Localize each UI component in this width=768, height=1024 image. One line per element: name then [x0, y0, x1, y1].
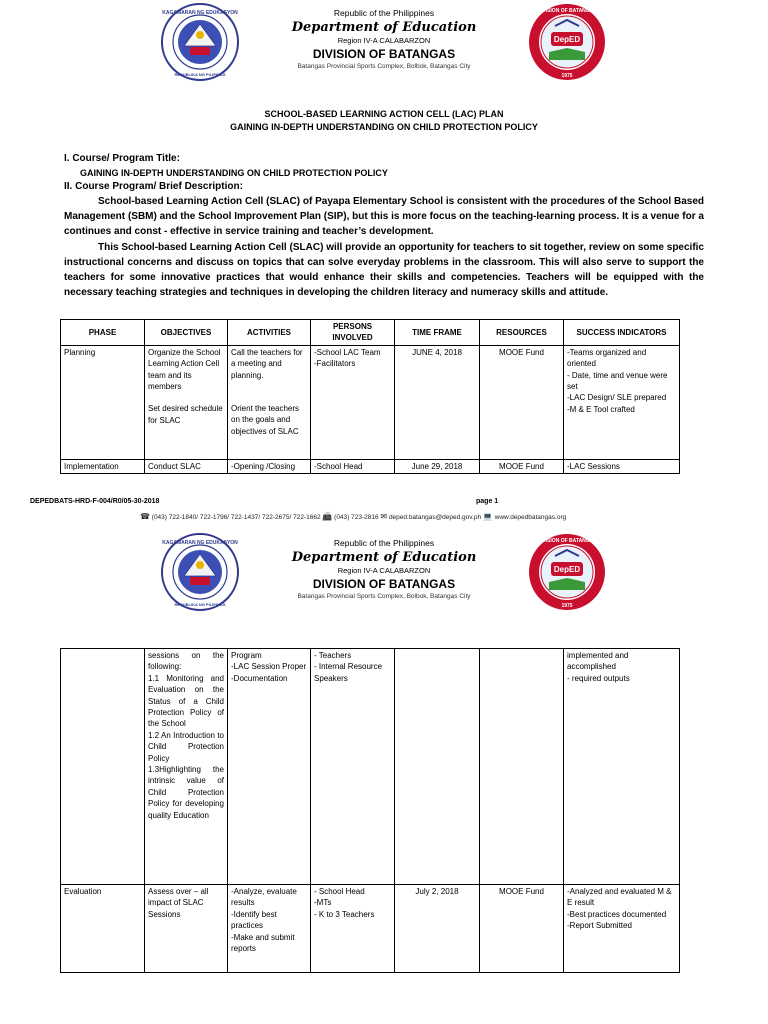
cell-activities: Program -LAC Session Proper -Documentation	[228, 649, 311, 885]
seal-right-logo-text: DepED	[553, 565, 581, 574]
cell-persons: -School LAC Team -Facilitators	[311, 345, 395, 459]
cell-time-frame: JUNE 4, 2018	[395, 345, 480, 459]
footer-code: DEPEDBATS-HRD-F-004/R0/05-30-2018	[30, 498, 160, 505]
cell-indicators: -Analyzed and evaluated M & E result -Best practices documented -Report Submitted	[564, 885, 680, 973]
doc-title	[0, 108, 768, 134]
cell-time-frame	[395, 649, 480, 885]
cell-activities: -Opening /Closing	[228, 459, 311, 473]
header-persons: PERSONS INVOLVED	[311, 320, 395, 346]
seal-right-text: DIVISION OF BATANGAS	[537, 538, 597, 544]
republic-line: Republic of the Philippines	[333, 538, 435, 548]
footer-page: page 1	[476, 498, 499, 505]
seal-right-year: 1975	[561, 73, 573, 79]
header-time-frame: TIME FRAME	[395, 320, 480, 346]
cell-objectives	[145, 345, 228, 459]
cell-resources: MOOE Fund	[480, 459, 564, 473]
cell-persons: - Teachers - Internal Resource Speakers	[311, 649, 395, 885]
footer-contact	[140, 512, 566, 521]
email-icon: ✉	[380, 512, 388, 521]
letterhead-text	[240, 538, 528, 602]
cell-phase	[61, 649, 145, 885]
footer-web[interactable]: www.depedbatangas.org	[494, 514, 567, 521]
table-row	[61, 885, 680, 973]
cell-activities: -Analyze, evaluate results -Identify best practices -Make and submit reports	[228, 885, 311, 973]
division-seal-right-icon	[527, 532, 607, 612]
seal-left-text-top: KAGAWARAN NG EDUKASYON	[162, 10, 238, 16]
web-icon: 💻	[482, 512, 493, 521]
planning-activity-2: Orient the teachers on the goals and objectives of SLAC	[231, 404, 300, 436]
course-label: I. Course/ Program Title:	[64, 153, 180, 164]
region-line: Region IV-A CALABARZON	[337, 36, 431, 45]
cell-resources: MOOE Fund	[480, 345, 564, 459]
seal-left-text-top: KAGAWARAN NG EDUKASYON	[162, 540, 238, 546]
letterhead	[0, 0, 768, 90]
phone-icon: ☎	[140, 512, 150, 521]
footer-phone: (043) 722-1840/ 722-1796/ 722-1437/ 722-2675/ 722-1662	[151, 514, 321, 521]
cell-objectives: sessions on the following: 1.1 Monitoring and Evaluation on the Status of a Child Protection Policy of the School 1.2 An Introduction to Child Protection Policy 1.3Highlighting the intrinsic value of Child Protection Policy for developing quality Education	[145, 649, 228, 885]
description-paragraph-1: School-based Learning Action Cell (SLAC) of Payapa Elementary School is consistent with the procedures of the School Based Management (SBM) and the School Improvement Plan (SIP), but this is more focus on the teaching-learning process. It is a venue for a continues and const - effective in service training and teacher’s development.	[64, 196, 704, 238]
department-line: Department of Education	[291, 20, 477, 35]
header-phase: PHASE	[61, 320, 145, 346]
page-2	[0, 530, 768, 1024]
header-objectives: OBJECTIVES	[145, 320, 228, 346]
cell-persons: - School Head -MTs - K to 3 Teachers	[311, 885, 395, 973]
deped-seal-left-icon	[160, 532, 240, 612]
table-row	[61, 649, 680, 885]
seal-right-text: DIVISION OF BATANGAS	[537, 8, 597, 14]
seal-left-text-bottom: REPUBLIKA NG PILIPINAS	[174, 72, 226, 77]
department-line: Department of Education	[291, 550, 477, 565]
cell-activities	[228, 345, 311, 459]
deped-seal-left-icon	[160, 2, 240, 82]
lac-plan-table-continued	[60, 648, 680, 973]
doc-title-line2: GAINING IN-DEPTH UNDERSTANDING ON CHILD PROTECTION POLICY	[230, 122, 538, 132]
lac-plan-table	[60, 319, 680, 474]
cell-time-frame: June 29, 2018	[395, 459, 480, 473]
cell-phase: Evaluation	[61, 885, 145, 973]
table-header-row	[61, 320, 680, 346]
cell-phase: Implementation	[61, 459, 145, 473]
cell-indicators: -Teams organized and oriented - Date, time and venue were set -LAC Design/ SLE prepared -M & E Tool crafted	[564, 345, 680, 459]
letterhead-text	[240, 8, 528, 72]
address-line: Batangas Provincial Sports Complex, Bolbok, Batangas City	[297, 593, 471, 600]
fax-icon: 📠	[322, 512, 333, 521]
letterhead	[0, 530, 768, 620]
cell-time-frame: July 2, 2018	[395, 885, 480, 973]
planning-activity-1: Call the teachers for a meeting and planning.	[231, 347, 303, 380]
seal-right-year: 1975	[561, 603, 573, 609]
republic-line: Republic of the Philippines	[333, 8, 435, 18]
planning-objective-1: Organize the School Learning Action Cell team and its members	[148, 347, 221, 392]
description-paragraph-2: This School-based Learning Action Cell (SLAC) will provide an opportunity for teachers to sit together, review on some specific instructional concerns and discuss on topics that can solve everyday problems in the classroom. This will also serve to support the teachers for some innovative practices that would enhance their skills and competencies. Teachers will be equipped with the necessary teaching strategies and techniques in developing the children literacy and numeracy skills and attitude.	[64, 241, 704, 299]
division-seal-right-icon	[527, 2, 607, 82]
cell-resources	[480, 649, 564, 885]
division-line: DIVISION OF BATANGAS	[312, 577, 456, 591]
header-resources: RESOURCES	[480, 320, 564, 346]
header-success-indicators: SUCCESS INDICATORS	[564, 320, 680, 346]
footer-email[interactable]: deped.batangas@deped.gov.ph	[388, 514, 482, 521]
doc-title-line1: SCHOOL-BASED LEARNING ACTION CELL (LAC) PLAN	[264, 109, 504, 119]
footer-fax: (043) 723-2816	[334, 514, 379, 521]
division-line: DIVISION OF BATANGAS	[312, 47, 456, 61]
address-line: Batangas Provincial Sports Complex, Bolbok, Batangas City	[297, 63, 471, 70]
cell-objectives: Assess over – all impact of SLAC Sessions	[145, 885, 228, 973]
description-label: II. Course Program/ Brief Description:	[64, 181, 243, 192]
cell-resources: MOOE Fund	[480, 885, 564, 973]
course-section	[64, 152, 704, 300]
seal-right-logo-text: DepED	[553, 35, 581, 44]
table-row	[61, 459, 680, 473]
cell-objectives: Conduct SLAC	[145, 459, 228, 473]
seal-left-text-bottom: REPUBLIKA NG PILIPINAS	[174, 602, 226, 607]
cell-phase: Planning	[61, 345, 145, 459]
course-value: GAINING IN-DEPTH UNDERSTANDING ON CHILD PROTECTION POLICY	[80, 168, 388, 178]
planning-objective-2: Set desired schedule for SLAC	[148, 404, 223, 425]
cell-persons: -School Head	[311, 459, 395, 473]
cell-indicators: -LAC Sessions	[564, 459, 680, 473]
region-line: Region IV-A CALABARZON	[337, 566, 431, 575]
cell-indicators: implemented and accomplished - required outputs	[564, 649, 680, 885]
header-activities: ACTIVITIES	[228, 320, 311, 346]
table-row	[61, 345, 680, 459]
